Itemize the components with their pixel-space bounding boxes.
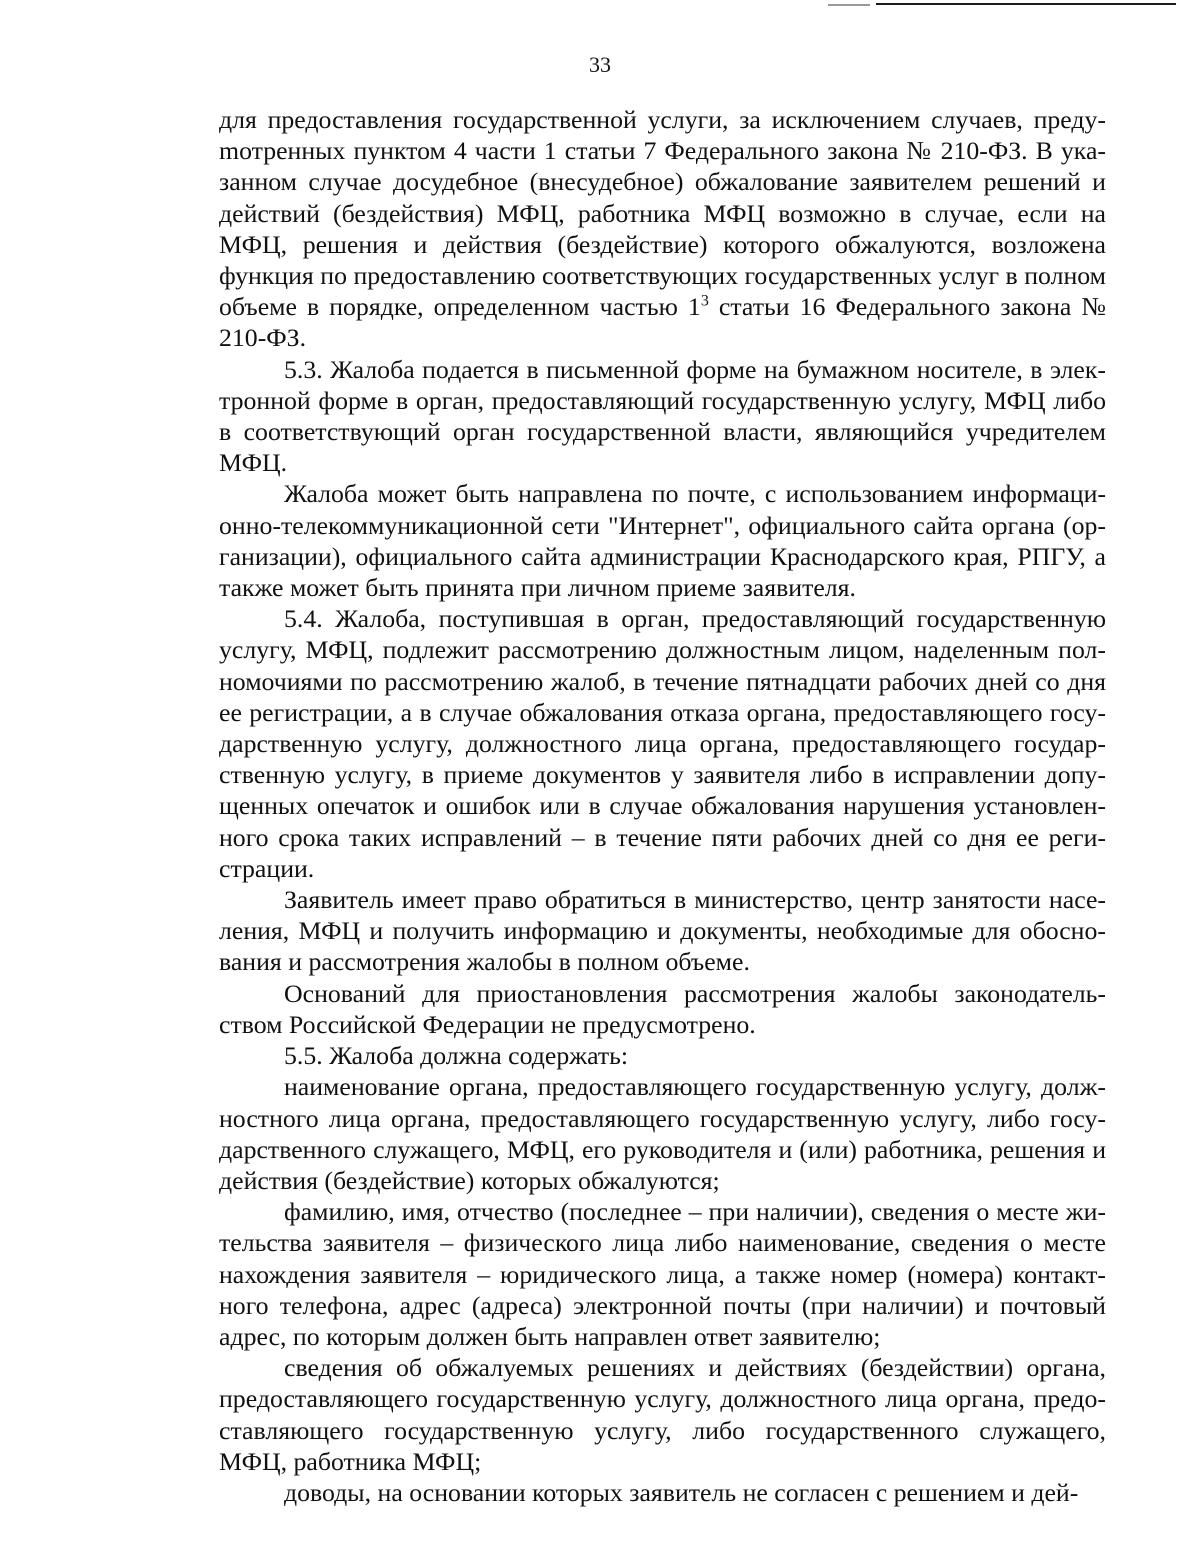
- paragraph-5-4-no-suspension: Оснований для приостановления рассмотрения жалобы законодательством Российской Федерации не предусмотрено.: [219, 978, 1106, 1039]
- paragraph-5-5-item-authority: наименование органа, предоставляющего государственную услугу, должностного лица органа, предоставляющего государственную услугу, либо государственного служащего, МФЦ, его руководителя и (или) работника, решения и действия (бездействие) которых обжалуются;: [219, 1072, 1106, 1195]
- scan-edge-line: [876, 3, 1176, 5]
- paragraph-5-5: 5.5. Жалоба должна содержать:: [284, 1041, 629, 1071]
- paragraph-continuation-tail: статьи 16 Федерального закона № 210-ФЗ.: [219, 292, 1107, 353]
- paragraph-5-5-item-arguments: доводы, на основании которых заявитель не согласен с решением и дей-: [284, 1477, 1079, 1507]
- document-body: [219, 104, 1106, 1508]
- paragraph-continuation-text: для предоставления государственной услуги, за исключением случаев, предуmотренных пунктом 4 части 1 статьи 7 Федерального закона № 210-ФЗ. В указанном случае досудебное (внесудебное) обжалование заявителем решений и действий (бездействия) МФЦ, работника МФЦ возможно в случае, если на МФЦ, решения и действия (бездействие) которого обжалуются, возложена функция по предоставлению соответствующих государственных услуг в полном объеме в порядке, определенном частью 1: [219, 105, 1106, 322]
- paragraph-5-4: 5.4. Жалоба, поступившая в орган, предоставляющий государственную услугу, МФЦ, подлежит рассмотрению должностным лицом, наделенным полномочиями по рассмотрению жалоб, в течение пятнадцати рабочих дней со дня ее регистрации, а в случае обжалования отказа органа, предоставляющего государственную услугу, должностного лица органа, предоставляющего государственную услугу, в приеме документов у заявителя либо в исправлении допущенных опечаток и ошибок или в случае обжалования нарушения установленного срока таких исправлений – в течение пяти рабочих дней со дня ее регистрации.: [219, 604, 1106, 883]
- paragraph-5-5-item-applicant: фамилию, имя, отчество (последнее – при наличии), сведения о месте жительства заявителя – физического лица либо наименование, сведения о месте нахождения заявителя – юридического лица, а также номер (номера) контактного телефона, адрес (адреса) электронной почты (при наличии) и почтовый адрес, по которым должен быть направлен ответ заявителю;: [219, 1197, 1106, 1351]
- page-number: 33: [589, 52, 611, 77]
- scan-edge-mark: [828, 4, 870, 6]
- paragraph-continuation: [219, 104, 1106, 354]
- paragraph-5-5-item-decisions: сведения об обжалуемых решениях и действиях (бездействии) органа, предоставляющего государственную услугу, должностного лица органа, предоставляющего государственную услугу, либо государственного служащего, МФЦ, работника МФЦ;: [219, 1353, 1106, 1476]
- paragraph-5-3-submission-channels: Жалоба может быть направлена по почте, с использованием информационно-телекоммуникационной сети "Интернет", официального сайта органа (организации), официального сайта администрации Краснодарского края, РПГУ, а также может быть принята при личном приеме заявителя.: [219, 479, 1106, 603]
- superscript-part-number: 3: [700, 292, 709, 310]
- paragraph-5-4-applicant-rights: Заявитель имеет право обратиться в министерство, центр занятости населения, МФЦ и получить информацию и документы, необходимые для обоснования и рассмотрения жалобы в полном объеме.: [219, 885, 1106, 977]
- paragraph-5-3: 5.3. Жалоба подается в письменной форме на бумажном носителе, в электронной форме в орган, предоставляющий государственную услугу, МФЦ либо в соответствующий орган государственной власти, являющийся учредителем МФЦ.: [219, 354, 1106, 478]
